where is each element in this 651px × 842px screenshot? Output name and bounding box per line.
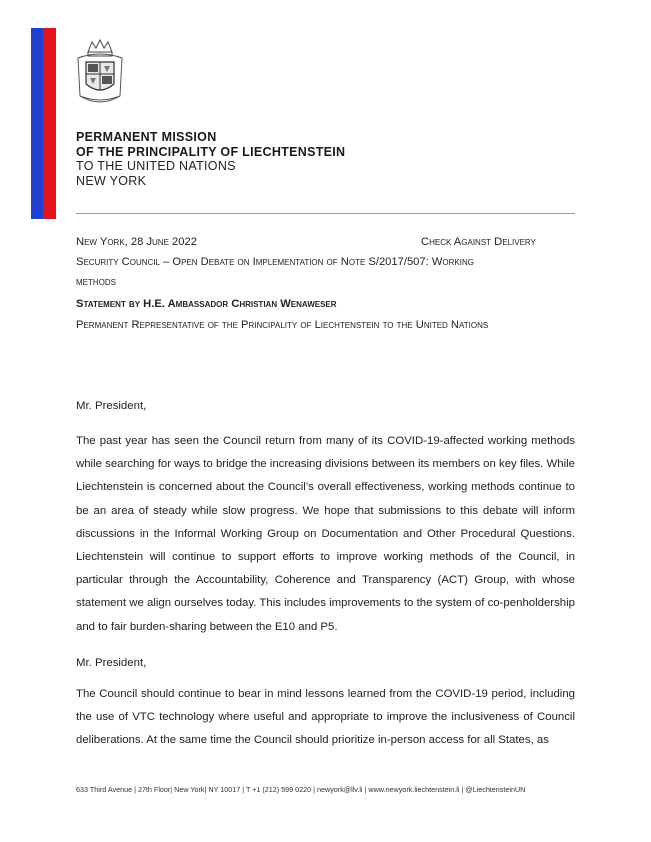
flag-stripe-red xyxy=(43,28,56,219)
letterhead-line2: OF THE PRINCIPALITY OF LIECHTENSTEIN xyxy=(76,144,346,159)
coat-of-arms-icon xyxy=(74,38,126,110)
header-divider xyxy=(76,213,575,214)
letterhead-line4: NEW YORK xyxy=(76,173,147,188)
meeting-title-line2: methods xyxy=(76,276,116,288)
meeting-title-line1: Security Council – Open Debate on Implementation of Note S/2017/507: Working xyxy=(76,256,474,268)
letterhead-line1: PERMANENT MISSION xyxy=(76,130,217,144)
mission-letterhead xyxy=(76,130,345,188)
letterhead-line3: TO THE UNITED NATIONS xyxy=(76,159,236,173)
paragraph-1: The past year has seen the Council return from many of its COVID-19-affected working methods while searching for ways to bridge the increasing divisions between its members on key files. While Liechtenstein is concerned about the Council’s overall effectiveness, working methods continue to be an area of steady while slow progress. We hope that submissions to this debate will inform discussions in the Informal Working Group on Documentation and Other Procedural Questions. Liechtenstein will continue to support efforts to improve working methods of the Council, in particular through the Accountability, Coherence and Transparency (ACT) Group, with whose statement we align ourselves today. This includes improvements to the system of co-penholdership and to fair burden-sharing between the E10 and P5. xyxy=(76,435,575,633)
footer-contact: 633 Third Avenue | 27th Floor| New York| NY 10017 | T +1 (212) 599 0220 | newyork@llv.li | www.newyork.liechtenstein.li | @LiechtensteinUN xyxy=(76,785,526,794)
flag-stripe-blue xyxy=(31,28,43,219)
salutation-2: Mr. President, xyxy=(76,657,147,669)
paragraph-2: The Council should continue to bear in mind lessons learned from the COVID-19 period, including the use of VTC technology where useful and appropriate to improve the inclusiveness of Council deliberations. At the same time the Council should prioritize in-person access for all States, as xyxy=(76,688,575,747)
check-against-delivery: Check Against Delivery xyxy=(421,236,536,248)
statement-by: Statement by H.E. Ambassador Christian Wenaweser xyxy=(76,298,337,310)
place-date: New York, 28 June 2022 xyxy=(76,236,197,248)
salutation-1: Mr. President, xyxy=(76,400,147,412)
speaker-role: Permanent Representative of the Principality of Liechtenstein to the United Nations xyxy=(76,319,489,331)
